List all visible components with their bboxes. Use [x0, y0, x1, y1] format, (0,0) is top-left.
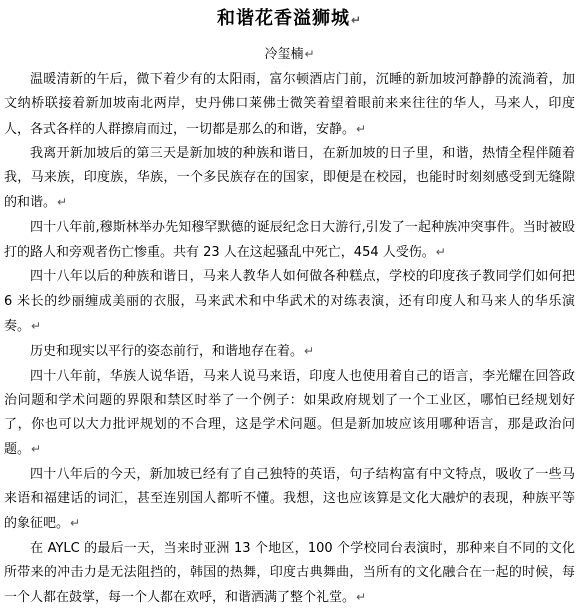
paragraph-mark-icon: ↵: [57, 195, 68, 210]
article-author: [4, 36, 575, 68]
body-paragraph: [4, 142, 575, 216]
paragraph-mark-icon: ↵: [31, 318, 42, 333]
paragraph-text: 历史和现实以平行的姿态前行，和谐地存在着。: [30, 344, 304, 360]
paragraph-mark-icon: ↵: [356, 590, 367, 605]
paragraph-text: 四十八年前，华族人说华语，马来人说马来语，印度人也使用着自己的语言，李光耀在回答政治问题和学术问题的界限和禁区时举了一个例子：如果政府规划了一个工业区，哪怕已经规划好了，你也可以大力批评规划的不合理，这是学术问题。但是新加坡应该用哪种语言，那是政治问题。: [4, 368, 575, 458]
paragraph-text: 四十八年前,穆斯林举办先知穆罕默德的诞辰纪念日大游行,引发了一起种族冲突事件。当时被殴打的路人和旁观者伤亡惨重。共有 23 人在这起骚乱中死亡，454 人受伤。: [4, 219, 575, 261]
paragraph-text: 四十八年以后的种族和谐日，马来人教华人如何做各种糕点，学校的印度孩子教同学们如何把 6 米长的纱丽缠成美丽的衣服，马来武术和中华武术的对练表演，还有印度人和马来人的华乐演奏。: [4, 269, 575, 334]
article-author-text: 冷玺楠: [264, 47, 304, 62]
paragraph-mark-icon: ↵: [350, 13, 363, 27]
paragraph-mark-icon: ↵: [304, 47, 315, 61]
paragraph-mark-icon: ↵: [31, 442, 42, 457]
body-paragraph: [4, 537, 575, 611]
article-title: [4, 4, 575, 36]
body-paragraph: [4, 339, 575, 364]
paragraph-mark-icon: ↵: [356, 121, 367, 136]
paragraph-mark-icon: ↵: [435, 245, 446, 260]
paragraph-mark-icon: ↵: [304, 344, 315, 359]
body-paragraph: [4, 216, 575, 266]
paragraph-text: 四十八年后的今天，新加坡已经有了自己独特的英语，句子结构富有中文特点，吸收了一些马来语和福建话的词汇，甚至连别国人都听不懂。我想，这也应该算是文化大融炉的表现，种族平等的象征吧。: [4, 466, 575, 532]
body-paragraph: [4, 365, 575, 463]
body-paragraph: [4, 265, 575, 339]
body-paragraph: [4, 463, 575, 537]
paragraph-text: 在 AYLC 的最后一天，当来时亚洲 13 个地区，100 个学校同台表演时，那种来自不同的文化所带来的冲击力是无法阻挡的，韩国的热舞，印度古典舞曲，当所有的文化融合在一起的时候，每一个人都在鼓掌，每一个人都在欢呼，和谐洒满了整个礼堂。: [4, 540, 575, 606]
paragraph-text: 温暖清新的午后，微下着少有的太阳雨，富尔顿酒店门前，沉睡的新加坡河静静的流淌着，加文纳桥联接着新加坡南北两岸，史丹佛口莱佛士微笑着望着眼前来来往往的华人，马来人，印度人，各式各样的人群擦肩而过，一切都是那么的和谐，安静。: [4, 72, 575, 137]
paragraph-mark-icon: ↵: [70, 516, 81, 531]
article-title-text: 和谐花香溢狮城: [216, 8, 350, 29]
paragraph-text: 我离开新加坡后的第三天是新加坡的种族和谐日，在新加坡的日子里，和谐，热情全程伴随着我，马来族，印度族，华族，一个多民族存在的国家，即便是在校园，也能时时刻刻感受到无缝隙的和谐。: [4, 145, 575, 211]
body-paragraph: [4, 68, 575, 142]
